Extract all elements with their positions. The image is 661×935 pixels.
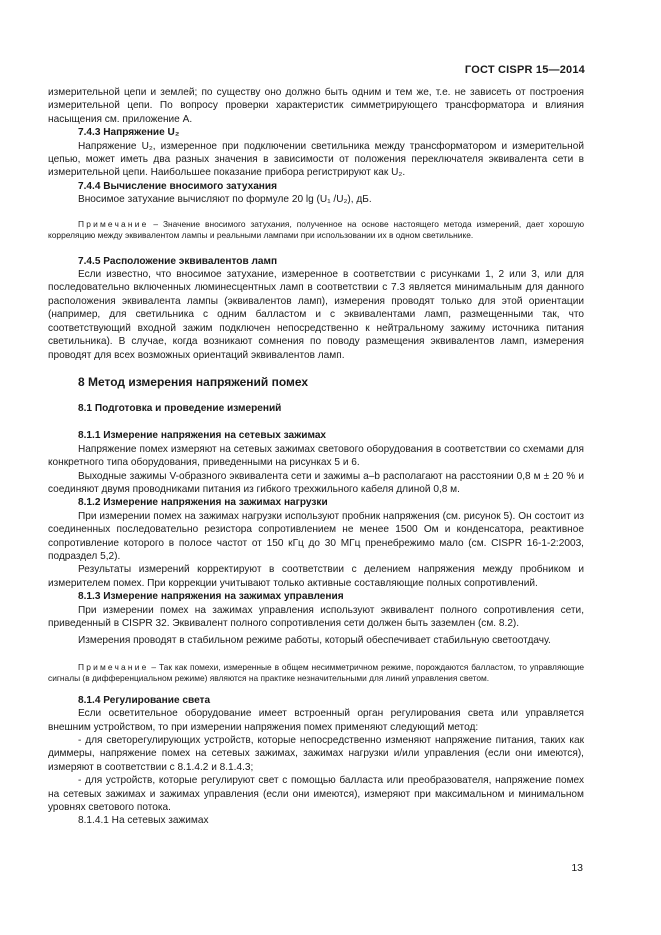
note-label: Примечание [78, 661, 149, 672]
note-8-1-3 [48, 662, 584, 684]
paragraph-8-1-1-b: Выходные зажимы V-образного эквивалента сети и зажимы a–b располагают на расстоянии 0,8 м ± 20 % и соединяют двумя проводниками питания из гибкого трехжильного кабеля длиной 0,8 м. [48, 470, 584, 495]
list-item-dimmers: - для светорегулирующих устройств, которые непосредственно изменяют напряжение питания, таких как диммеры, напряжение помех на сетевых зажимах, зажимах нагрузки и/или управления (если они имеются), измеряют в соответствии с 8.1.4.2 и 8.1.4.3; [48, 735, 584, 773]
paragraph-8-1-2-a: При измерении помех на зажимах нагрузки используют пробник напряжения (см. рисунок 5). Он состоит из соединенных последовательно резистора сопротивлением не менее 1500 Ом и конденсатора, реактивное сопротивление которого в полосе частот от 150 кГц до 30 МГц пренебрежимо мало (см. CISPR 16-1-2:2003, подраздел 5,2). [48, 510, 584, 562]
heading-7-4-3: 7.4.3 Напряжение U₂ [78, 127, 180, 139]
heading-8-1-1: 8.1.1 Измерение напряжения на сетевых зажимах [78, 430, 327, 442]
paragraph-7-4-4: Вносимое затухание вычисляют по формуле 20 lg (U₁ /U₂), дБ. [78, 194, 372, 206]
paragraph-8-1-2-b: Результаты измерений корректируют в соответствии с делением напряжения между пробником и измерителем помех. При коррекции учитывают только активные составляющие полных сопротивлений. [48, 564, 584, 589]
paragraph-8-1-3-a: При измерении помех на зажимах управления используют эквивалент полного сопротивления сети, приведенный в CISPR 32. Эквивалент полного сопротивления сети должен быть заземлен (см. 8.2). [48, 604, 584, 629]
note-label: Примечание [78, 218, 149, 229]
heading-8-1: 8.1 Подготовка и проведение измерений [78, 402, 282, 414]
paragraph-intro: измерительной цепи и землей; по существу оно должно быть одним и тем же, т.е. не зависеть от построения измерительной цепи. По вопросу проверки характеристик симметрирующего трансформатора и влияния насыщения см. приложение А. [48, 87, 584, 125]
heading-7-4-5: 7.4.5 Расположение эквивалентов ламп [78, 255, 278, 267]
paragraph-8-1-4: Если осветительное оборудование имеет встроенный орган регулирования света или управляется внешним устройством, то при измерении напряжения помех применяют следующий метод: [48, 708, 584, 733]
heading-8-1-2: 8.1.2 Измерение напряжения на зажимах нагрузки [78, 497, 328, 509]
document-body [48, 86, 584, 828]
list-item-ballast: - для устройств, которые регулируют свет с помощью балласта или преобразователя, напряжение помех на сетевых зажимах и зажимах управления (если они имеются), измеряют при максимальном и минимальном уровнях светового потока. [48, 775, 584, 814]
heading-8-1-4-1: 8.1.4.1 На сетевых зажимах [78, 815, 209, 827]
section-title-8: 8 Метод измерения напряжений помех [78, 374, 309, 389]
heading-8-1-3: 8.1.3 Измерение напряжения на зажимах управления [78, 591, 344, 603]
paragraph-8-1-3-b: Измерения проводят в стабильном режиме работы, который обеспечивает стабильную светоотдачу. [78, 635, 551, 647]
note-text: – Значение вносимого затухания, полученное на основе настоящего метода измерений, дает хорошую корреляцию между эквивалентом лампы и реальными лампами при использовании их в одном светильнике. [48, 218, 584, 240]
page-number: 13 [571, 862, 583, 874]
note-7-4-4 [48, 219, 584, 241]
paragraph-8-1-1-a: Напряжение помех измеряют на сетевых зажимах светового оборудования в соответствии со схемами для конкретного типа оборудования, приведенными на рисунках 5 и 6. [48, 443, 584, 469]
paragraph-7-4-5: Если известно, что вносимое затухание, измеренное в соответствии с рисунками 1, 2 или 3, или для последовательно включенных люминесцентных ламп в соответствии с 7.3 является минимальным для данного расположения эквивалента лампы (эквивалентов ламп), измерения проводят только для этой ориентации (например, для светильника с одним балластом и с эквивалентами ламп, размещенными так, что соответствующий входной зажим подключен непосредственно к нейтральному зажиму источника питания светильника). В случае, когда возникают сомнения по поводу размещения эквивалентов ламп, измерения проводят для всех возможных ориентаций эквивалентов ламп. [48, 269, 584, 361]
note-text: – Так как помехи, измеренные в общем несимметричном режиме, порождаются балластом, то управляющие сигналы (в дифференциальном режиме) являются на практике незначительными для линий управления светом. [48, 661, 584, 683]
heading-8-1-4: 8.1.4 Регулирование света [78, 694, 211, 706]
document-header: ГОСТ CISPR 15—2014 [464, 64, 585, 76]
heading-7-4-4: 7.4.4 Вычисление вносимого затухания [78, 180, 277, 192]
paragraph-7-4-3: Напряжение U₂, измеренное при подключении светильника между трансформатором и измерительной цепью, может иметь два разных значения в зависимости от положения переключателя эквивалента сети в измерительной цепи. Наибольшее показание прибора регистрируют как U₂. [48, 140, 584, 179]
